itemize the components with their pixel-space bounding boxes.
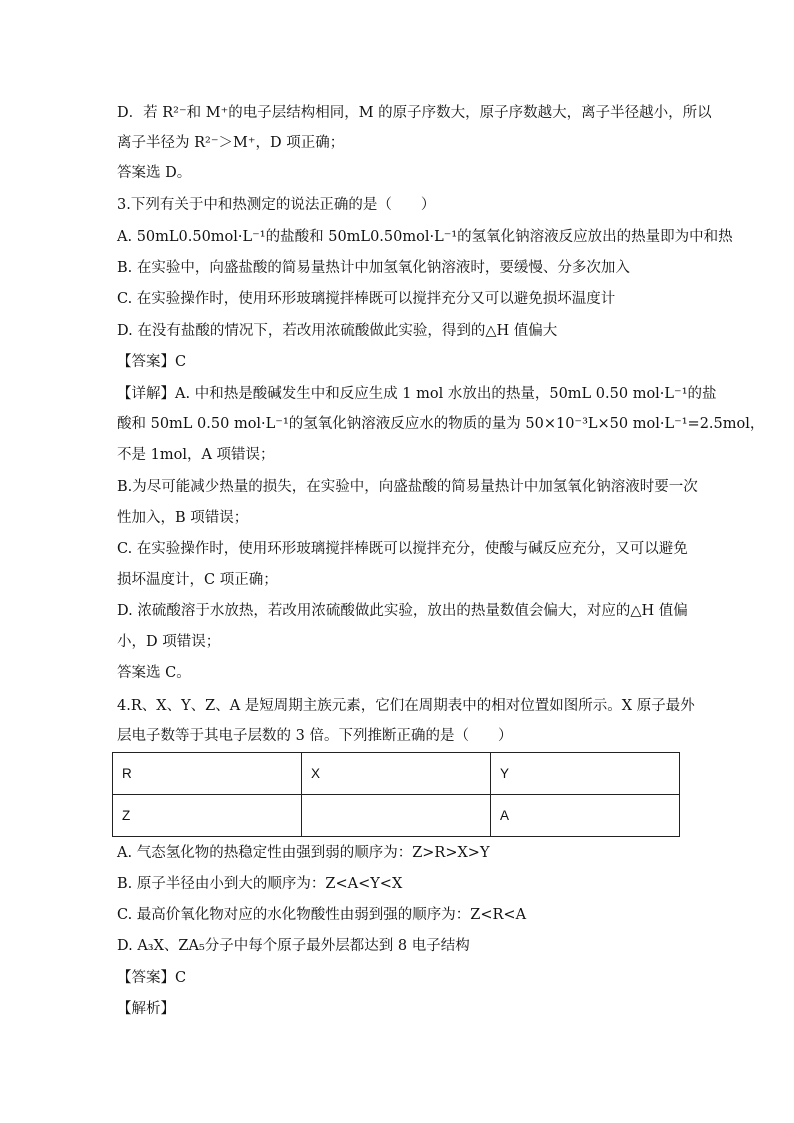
explanation-line: 不是 1mol，A 项错误；: [117, 447, 275, 463]
table-cell: Y: [491, 753, 680, 795]
table-row: [113, 753, 680, 795]
option-d: D. 在没有盐酸的情况下，若改用浓硫酸做此实验，得到的△H 值偏大: [117, 323, 558, 339]
option-a: A. 气态氢化物的热稳定性由强到弱的顺序为：Z>R>X>Y: [117, 845, 490, 861]
question-4-stem: 4.R、X、Y、Z、A 是短周期主族元素，它们在周期表中的相对位置如图所示。X 原子最外: [117, 698, 695, 714]
question-3-stem: 3.下列有关于中和热测定的说法正确的是（ ）: [117, 197, 436, 213]
answer-label: 【答案】C: [117, 354, 187, 370]
text-line: D．若 R²⁻和 M⁺的电子层结构相同，M 的原子序数大，原子序数越大，离子半径越小，所以: [117, 105, 712, 121]
table-cell: [302, 795, 491, 837]
explanation-line: C. 在实验操作时，使用环形玻璃搅拌棒既可以搅拌充分，使酸与碱反应充分，又可以避免: [117, 541, 688, 557]
table-cell: Z: [113, 795, 302, 837]
text-line: 离子半径为 R²⁻＞M⁺，D 项正确；: [117, 135, 345, 151]
table-row: [113, 795, 680, 837]
explanation-line: 酸和 50mL 0.50 mol·L⁻¹的氢氧化钠溶液反应水的物质的量为 50×10⁻³L×50 mol·L⁻¹=2.5mol，: [117, 416, 765, 432]
analysis-label: 【解析】: [117, 1001, 175, 1017]
option-a: A. 50mL0.50mol·L⁻¹的盐酸和 50mL0.50mol·L⁻¹的氢氧化钠溶液反应放出的热量即为中和热: [117, 229, 733, 245]
table-cell: X: [302, 753, 491, 795]
option-c: C. 最高价氧化物对应的水化物酸性由弱到强的顺序为：Z<R<A: [117, 907, 527, 923]
explanation-line: 小，D 项错误；: [117, 634, 221, 650]
explanation-line: 【详解】A. 中和热是酸碱发生中和反应生成 1 mol 水放出的热量，50mL 0.50 mol·L⁻¹的盐: [117, 386, 717, 402]
option-d: D. A₃X、ZA₅分子中每个原子最外层都达到 8 电子结构: [117, 938, 470, 954]
text-line: 答案选 D。: [117, 165, 192, 181]
explanation-line: 损坏温度计，C 项正确；: [117, 572, 278, 588]
question-4-stem: 层电子数等于其电子层数的 3 倍。下列推断正确的是（ ）: [117, 728, 513, 744]
explanation-line: D. 浓硫酸溶于水放热，若改用浓硫酸做此实验，放出的热量数值会偏大，对应的△H 值偏: [117, 603, 688, 619]
explanation-line: 性加入，B 项错误；: [117, 510, 249, 526]
explanation-line: B.为尽可能减少热量的损失，在实验中，向盛盐酸的简易量热计中加氢氧化钠溶液时要一次: [117, 479, 698, 495]
text-line: 答案选 C。: [117, 665, 191, 681]
option-b: B. 原子半径由小到大的顺序为：Z<A<Y<X: [117, 876, 403, 892]
periodic-position-table: [112, 752, 680, 837]
option-c: C. 在实验操作时，使用环形玻璃搅拌棒既可以搅拌充分又可以避免损坏温度计: [117, 291, 616, 307]
table-cell: A: [491, 795, 680, 837]
table-cell: R: [113, 753, 302, 795]
answer-label: 【答案】C: [117, 970, 187, 986]
option-b: B. 在实验中，向盛盐酸的简易量热计中加氢氧化钠溶液时，要缓慢、分多次加入: [117, 260, 630, 276]
